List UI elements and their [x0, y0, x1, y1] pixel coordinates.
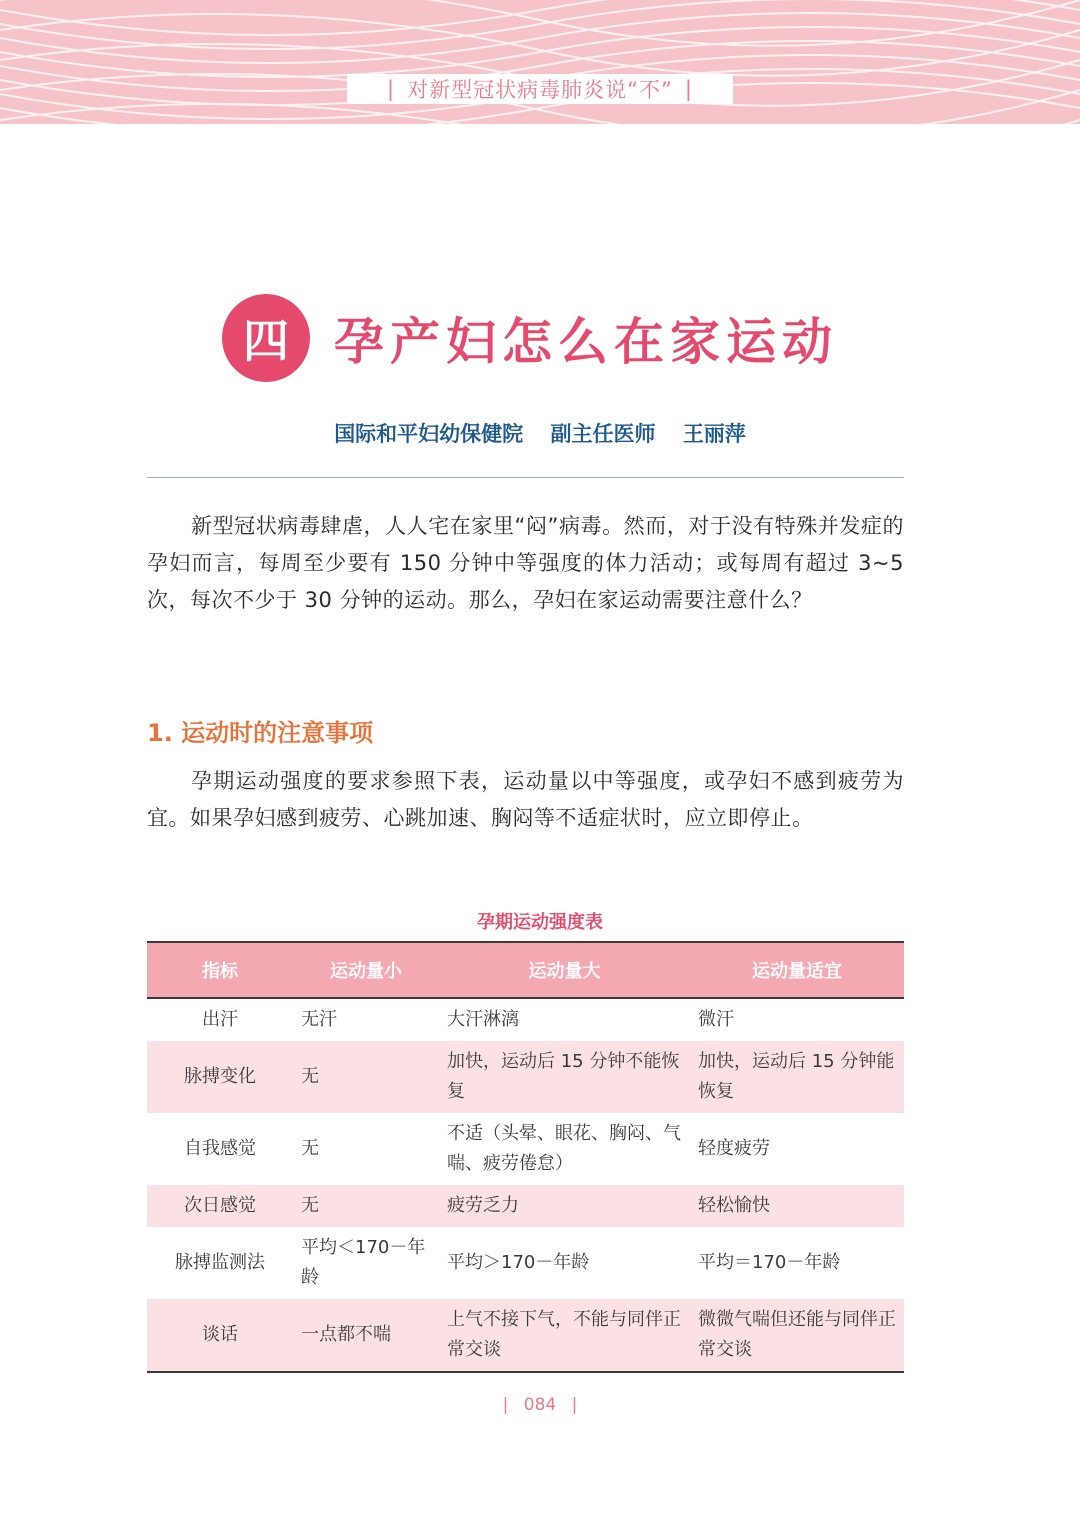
- table-row: [147, 1113, 904, 1185]
- table-row: [147, 998, 904, 1041]
- author-position: 副主任医师: [550, 422, 656, 446]
- table-cell: 平均＞170－年龄: [447, 1252, 590, 1273]
- author-name: 王丽萍: [682, 422, 746, 446]
- table-cell: 无: [301, 1066, 319, 1087]
- table-cell: 无: [301, 1195, 319, 1216]
- divider-rule: [147, 477, 904, 478]
- table-cell: 平均＜170－年龄: [301, 1237, 426, 1288]
- table-header-row: [147, 942, 904, 998]
- page-number-divider-right: |: [571, 1395, 578, 1415]
- table-cell: 次日感觉: [184, 1195, 256, 1216]
- table-cell: 上气不接下气，不能与同伴正常交谈: [439, 1299, 690, 1372]
- table-caption: 孕期运动强度表: [477, 912, 603, 933]
- table-row: [147, 1185, 904, 1227]
- header-divider-right: |: [684, 77, 693, 101]
- chapter-title: 孕产妇怎么在家运动: [334, 313, 838, 371]
- table-cell: 脉搏变化: [184, 1066, 256, 1087]
- table-cell: 微微气喘但还能与同伴正常交谈: [690, 1299, 904, 1372]
- exercise-intensity-table: [147, 941, 904, 1373]
- table-cell: 加快，运动后 15 分钟不能恢复: [447, 1051, 680, 1102]
- table-header-cell: 运动量适宜: [690, 942, 904, 998]
- table-cell: 微汗: [698, 1009, 734, 1030]
- wave-pattern-decoration: [0, 0, 1080, 124]
- page-number-divider-left: |: [502, 1395, 509, 1415]
- chapter-heading: [222, 294, 838, 382]
- table-row: [147, 1299, 904, 1372]
- author-organization: 国际和平妇幼保健院: [334, 422, 524, 446]
- table-cell: 大汗淋漓: [447, 1009, 519, 1030]
- table-cell: 平均＝170－年龄: [698, 1252, 841, 1273]
- table-cell: 脉搏监测法: [175, 1252, 265, 1273]
- table-cell: 出汗: [202, 1009, 238, 1030]
- table-cell: 疲劳乏力: [447, 1195, 519, 1216]
- header-divider-left: |: [387, 77, 396, 101]
- intro-paragraph: 新型冠状病毒肆虐，人人宅在家里“闷”病毒。然而，对于没有特殊并发症的孕妇而言，每周至少要有 150 分钟中等强度的体力活动；或每周有超过 3~5 次，每次不少于 30 分钟的运动。那么，孕妇在家运动需要注意什么？: [147, 514, 904, 612]
- table-cell: 谈话: [147, 1299, 293, 1372]
- table-cell: 轻松愉快: [698, 1195, 770, 1216]
- table-cell: 加快，运动后 15 分钟能恢复: [698, 1051, 895, 1102]
- table-cell: 不适（头晕、眼花、胸闷、气喘、疲劳倦怠）: [447, 1123, 681, 1174]
- section-paragraph: 孕期运动强度的要求参照下表，运动量以中等强度，或孕妇不感到疲劳为宜。如果孕妇感到疲劳、心跳加速、胸闷等不适症状时，应立即停止。: [147, 769, 904, 830]
- table-cell: 轻度疲劳: [698, 1138, 770, 1159]
- section-title: 1. 运动时的注意事项: [147, 719, 374, 747]
- running-header-title: 对新型冠状病毒肺炎说“不”: [407, 78, 673, 102]
- table-cell: 无汗: [301, 1009, 337, 1030]
- table-cell: 一点都不喘: [293, 1299, 439, 1372]
- table-header-cell: 运动量大: [439, 942, 690, 998]
- page-number: [0, 1395, 1080, 1415]
- table-header-cell: 运动量小: [293, 942, 439, 998]
- table-cell: 自我感觉: [184, 1138, 256, 1159]
- chapter-number-badge: 四: [222, 294, 310, 382]
- header-band: [0, 0, 1080, 124]
- running-header: [347, 74, 733, 104]
- author-line: [0, 418, 1080, 448]
- page-number-value: 084: [523, 1395, 557, 1415]
- table-row: [147, 1227, 904, 1299]
- table-header-cell: 指标: [147, 942, 293, 998]
- table-row: [147, 1041, 904, 1113]
- table-cell: 无: [301, 1138, 319, 1159]
